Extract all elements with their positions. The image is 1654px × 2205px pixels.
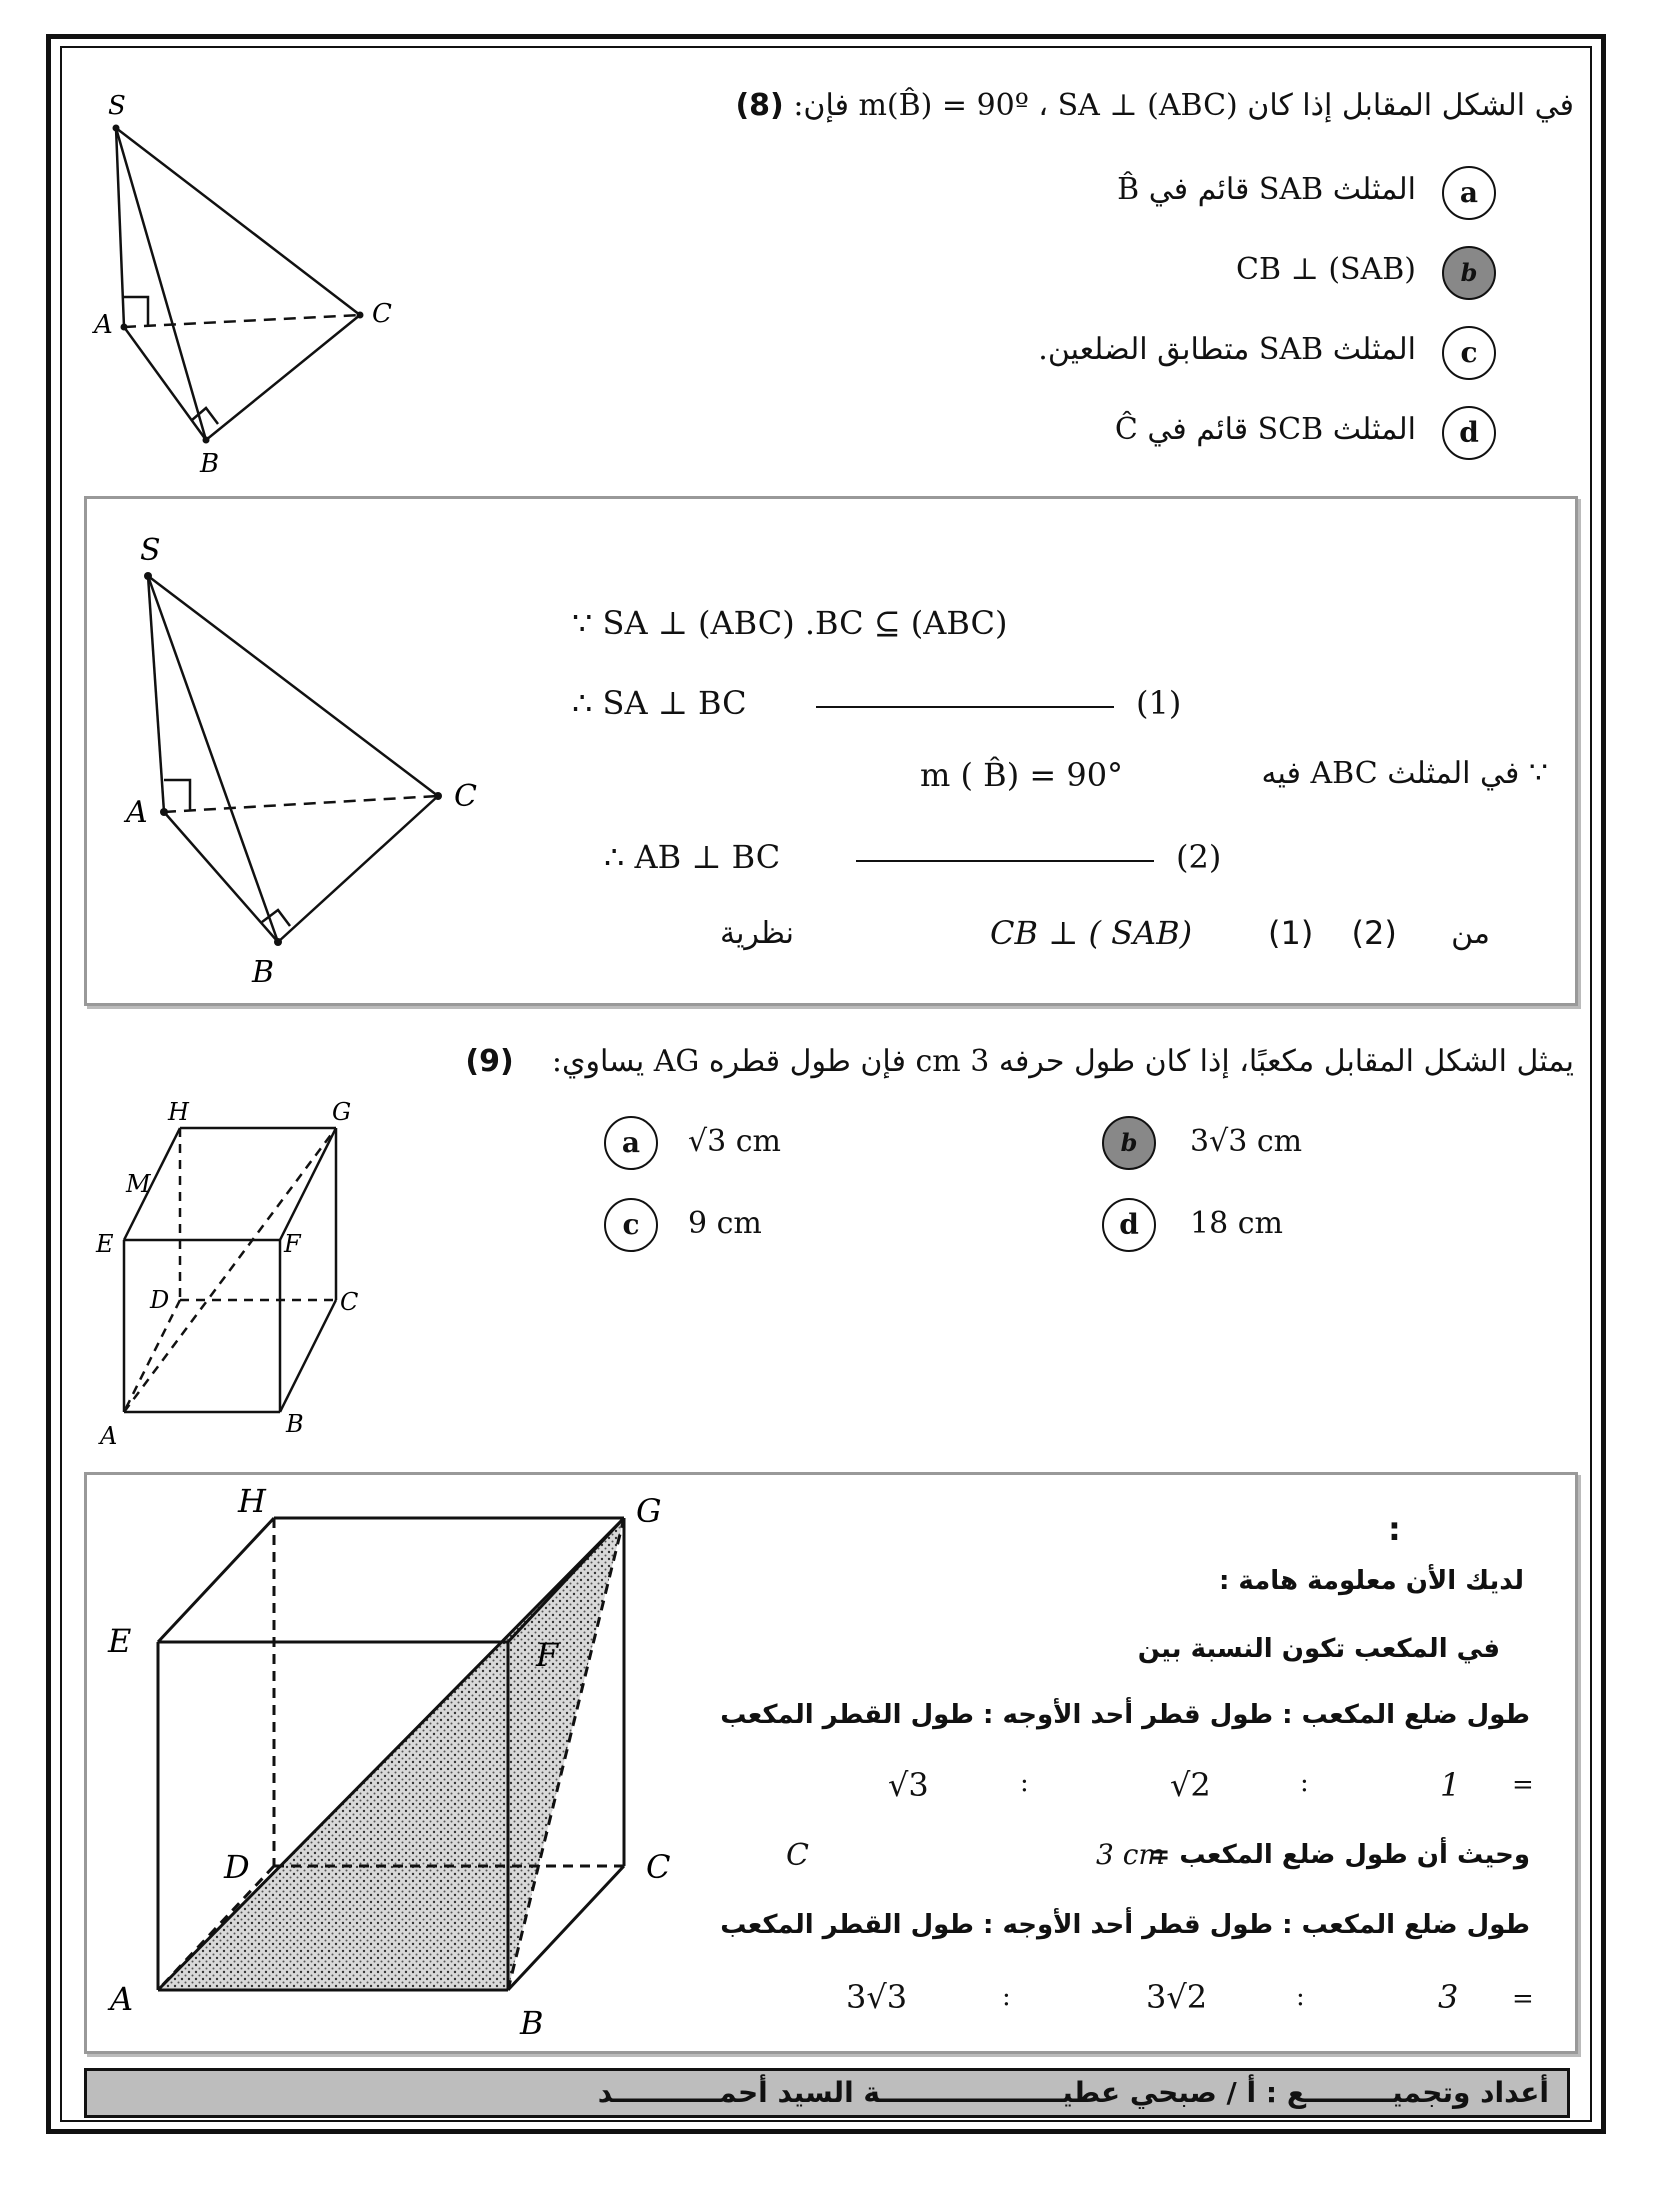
sol9-r2-eq: = (1512, 1984, 1534, 2014)
sol9-given-c: C (786, 1838, 809, 1873)
sol8-line3-arabic: ∵ في المثلث ABC فيه (1261, 756, 1548, 791)
q9-option-b-circle[interactable]: b (1102, 1116, 1156, 1170)
q9-text: يمثل الشكل المقابل مكعبًا، إذا كان طول حرفه 3 cm فإن طول قطره AG يساوي: (9) (465, 1044, 1574, 1079)
q8-pyramid-figure (90, 90, 430, 480)
q9-cube-figure (90, 1096, 380, 1456)
sol9-r1-face: √2 (1170, 1766, 1211, 1804)
q9-option-b-text: 3√3 cm (1190, 1124, 1303, 1159)
sol8-line5-from: من (1451, 916, 1490, 951)
sol9-label-e: E (108, 1622, 132, 1660)
q8-label-s: S (108, 91, 126, 121)
sol9-cube-figure (96, 1480, 706, 2050)
sol9-r1-cube: √3 (888, 1766, 929, 1804)
sol8-line4-ref: (2) (1176, 838, 1222, 876)
sol9-ratio-heading2: طول ضلع المكعب : طول قطر أحد الأوجه : طول القطر المكعب (720, 1910, 1530, 1940)
q9-option-a-text: √3 cm (688, 1124, 781, 1159)
q8-label-b: B (200, 449, 220, 479)
sol8-line5-theory: نظرية (720, 916, 794, 951)
sol9-given-arabic: وحيث أن طول ضلع المكعب = (1148, 1840, 1530, 1870)
sol9-info: لديك الأن معلومة هامة : (1218, 1566, 1524, 1596)
q8-text: في الشكل المقابل إذا كان m(B̂) = 90º ، SA ⊥ (ABC) فإن: (8) (735, 88, 1574, 123)
q9-label-d: D (150, 1286, 170, 1314)
q8-option-b-text: CB ⊥ (SAB) (1236, 252, 1416, 287)
sol8-line2: ∴ SA ⊥ BC (572, 684, 747, 722)
q9-option-c-text: 9 cm (688, 1206, 762, 1241)
sol9-given-value: 3 cm (1096, 1838, 1165, 1871)
q8-number: (8) (735, 88, 784, 123)
sol8-line4-rule (856, 860, 1154, 862)
sol9-colon: : (1388, 1510, 1401, 1548)
q8-option-a-text: المثلث SAB قائم في B̂ (1117, 172, 1416, 207)
q8-option-d-circle[interactable]: d (1442, 406, 1496, 460)
q9-option-c-circle[interactable]: c (604, 1198, 658, 1252)
sol9-r1-eq: = (1512, 1770, 1534, 1800)
sol9-r2-side: 3 (1438, 1978, 1459, 2016)
sol8-line4: ∴ AB ⊥ BC (604, 838, 781, 876)
footer-author: أعداد وتجميـــــــــع : أ / صبحي عطيـــــــــــــــــــة السيد أحمـــــــــــد (84, 2068, 1570, 2118)
sol8-pyramid-figure (118, 530, 498, 990)
sol9-ratio-heading: طول ضلع المكعب : طول قطر أحد الأوجه : طول القطر المكعب (720, 1700, 1530, 1730)
q9-label-m: M (126, 1170, 151, 1198)
q9-label-c: C (340, 1288, 359, 1316)
sol8-line5-math: CB ⊥ ( SAB) (990, 914, 1193, 952)
sol9-label-d: D (224, 1848, 250, 1886)
sol8-line2-ref: (1) (1136, 684, 1182, 722)
sol9-label-g: G (636, 1492, 662, 1530)
sol8-line5-refs: (1) (2) (1268, 914, 1397, 952)
sol8-label-b: B (252, 955, 275, 990)
q9-label-f: F (284, 1230, 301, 1258)
q8-option-b-circle[interactable]: b (1442, 246, 1496, 300)
sol9-r2-sep2: : (1002, 1982, 1011, 2012)
sol8-line3-math: m ( B̂) = 90° (920, 756, 1124, 794)
q9-label-h: H (168, 1098, 189, 1126)
sol9-r2-face: 3√2 (1146, 1978, 1208, 2016)
q9-label-e: E (96, 1230, 114, 1258)
q8-option-c-text: المثلث SAB متطابق الضلعين. (1038, 332, 1416, 367)
sol9-r2-cube: 3√3 (846, 1978, 908, 2016)
q9-option-d-text: 18 cm (1190, 1206, 1283, 1241)
sol9-label-b: B (520, 2004, 544, 2042)
sol8-label-s: S (140, 533, 161, 568)
sol9-r1-sep2: : (1020, 1768, 1029, 1798)
q9-label-b: B (286, 1410, 304, 1438)
sol9-r2-sep1: : (1296, 1982, 1305, 2012)
q8-option-d-text: المثلث SCB قائم في Ĉ (1114, 412, 1416, 447)
q9-number: (9) (465, 1044, 514, 1079)
sol9-label-f: F (536, 1636, 559, 1674)
sol9-r1-side: 1 (1440, 1766, 1461, 1804)
q8-label-a: A (94, 310, 113, 340)
sol9-label-c: C (646, 1848, 671, 1886)
sol8-line1: ∵ SA ⊥ (ABC) .BC ⊆ (ABC) (572, 604, 1008, 642)
sol9-r1-sep1: : (1300, 1768, 1309, 1798)
sol8-line2-rule (816, 706, 1114, 708)
sol9-ratio-intro: في المكعب تكون النسبة بين (1137, 1634, 1500, 1664)
q8-option-c-circle[interactable]: c (1442, 326, 1496, 380)
q8-label-c: C (372, 299, 392, 329)
q9-label-g: G (332, 1098, 352, 1126)
sol8-label-c: C (454, 779, 477, 814)
q9-option-d-circle[interactable]: d (1102, 1198, 1156, 1252)
sol9-label-h: H (238, 1482, 266, 1520)
sol8-label-a: A (126, 795, 148, 830)
q8-option-a-circle[interactable]: a (1442, 166, 1496, 220)
q9-option-a-circle[interactable]: a (604, 1116, 658, 1170)
q9-label-a: A (100, 1422, 118, 1450)
sol9-label-a: A (110, 1980, 134, 2018)
